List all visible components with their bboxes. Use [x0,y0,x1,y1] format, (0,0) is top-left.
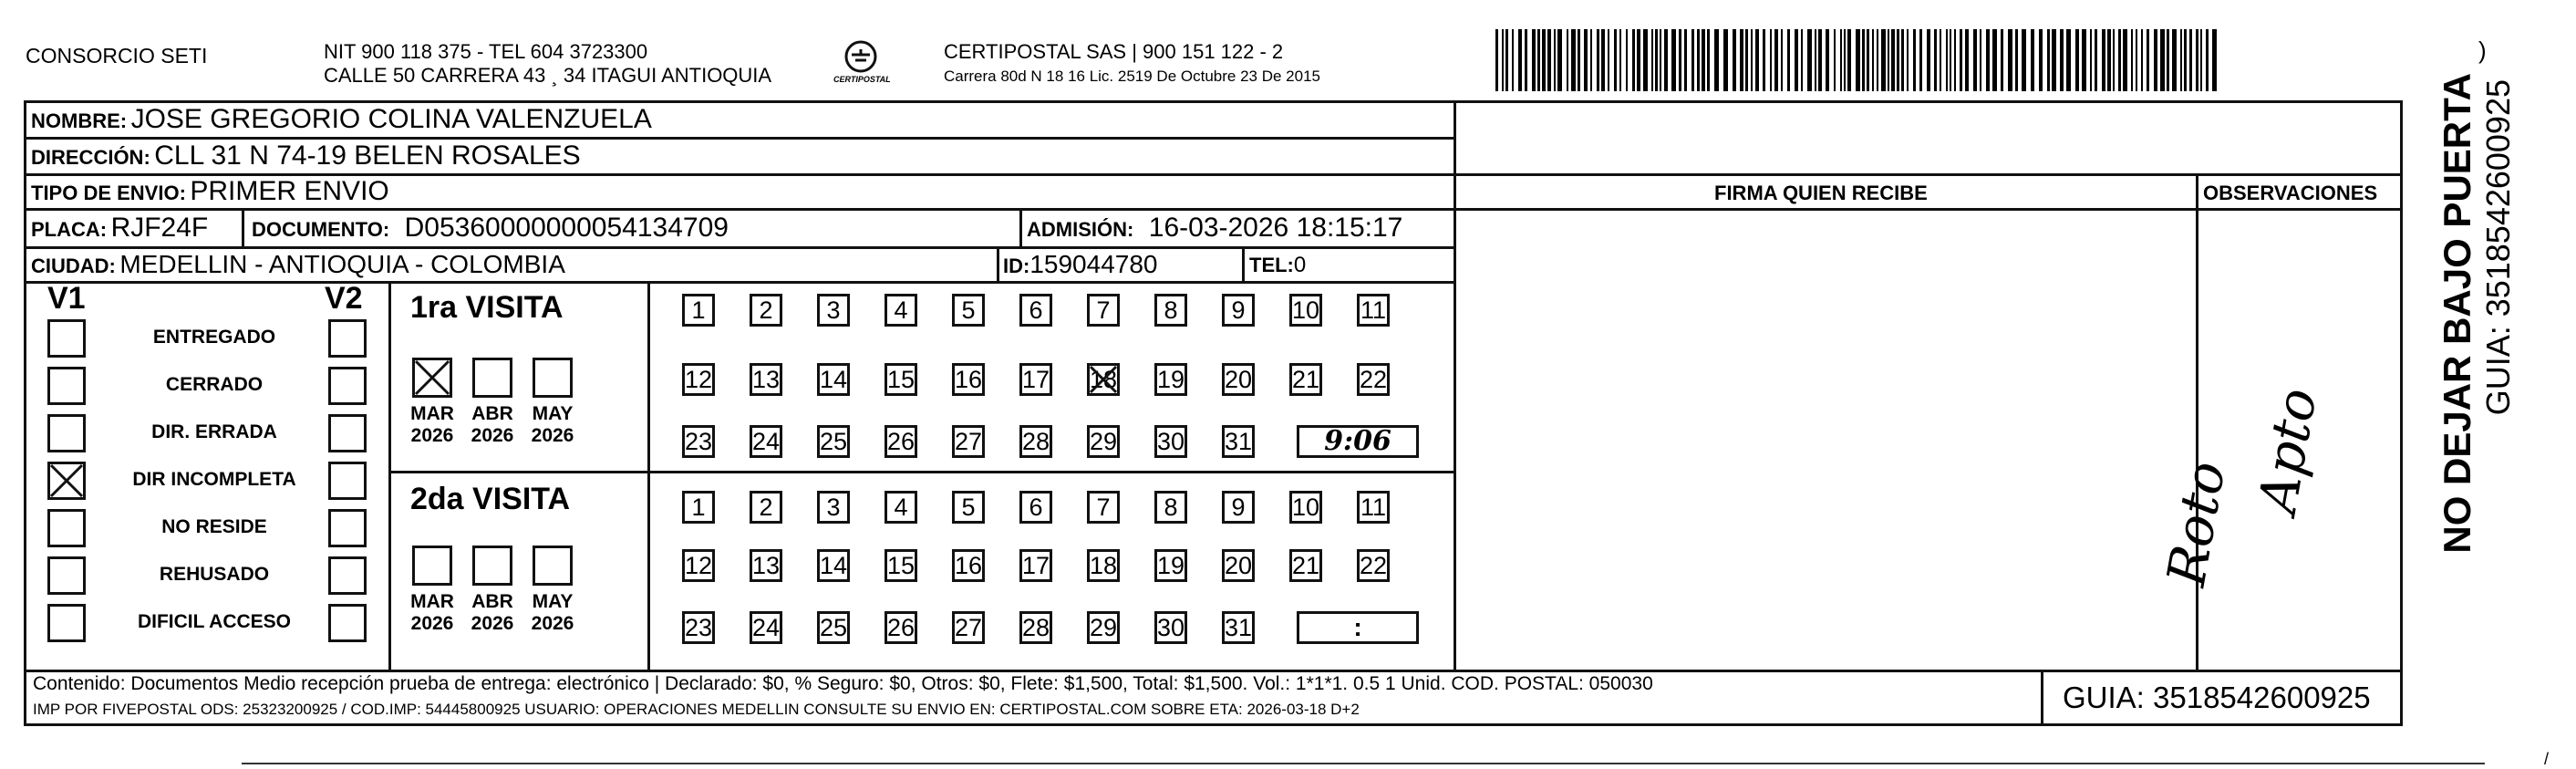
first-visit-day-18[interactable]: 18 [1087,363,1120,396]
certipostal-logo [832,36,890,91]
second-visit-day-31[interactable]: 31 [1222,611,1255,644]
no-dejar-notice: NO DEJAR BAJO PUERTA [2436,73,2478,554]
second-visit-day-14[interactable]: 14 [817,549,850,582]
checked-mark [47,462,86,504]
first-visit-day-17[interactable]: 17 [1019,363,1052,396]
col-line-admission [1019,208,1022,246]
first-visit-month-checkbox[interactable] [472,358,512,398]
footer-guide: GUIA: 3518542600925 [2063,681,2371,714]
first-visit-day-3[interactable]: 3 [817,294,850,327]
nit-line: NIT 900 118 375 - TEL 604 3723300 [324,40,648,63]
side-text [2407,73,2517,653]
row-line-3 [24,208,2403,211]
admission-value: 16-03-2026 18:15:17 [1148,213,1403,243]
first-visit-day-27[interactable]: 27 [952,425,985,458]
second-visit-day-8[interactable]: 8 [1154,491,1187,524]
first-visit-title: 1ra VISITA [410,290,564,325]
handwriting-line1: Roto [2155,456,2238,591]
tel-label: TEL: [1249,254,1294,276]
option-label: ENTREGADO [152,327,276,348]
second-visit-time-field[interactable]: : [1297,611,1419,644]
city-label: CIUDAD: [31,255,116,277]
id-row [1003,250,1157,279]
admission-row [1027,213,1402,244]
frame-right [2400,100,2403,724]
v1-checkbox[interactable] [47,556,86,595]
second-visit-day-3[interactable]: 3 [817,491,850,524]
tel-row [1249,253,1306,278]
option-label: DIR INCOMPLETA [132,469,296,490]
bottom-rule [242,763,2485,764]
row-line-5 [24,281,1454,284]
frame-left [24,100,26,724]
v1-checkbox[interactable] [47,604,86,642]
month-label: ABR 2026 [471,591,514,634]
month-label: MAR 2026 [410,403,454,446]
first-visit-day-21[interactable]: 21 [1289,363,1322,396]
document-row [252,213,729,244]
first-visit-day-20[interactable]: 20 [1222,363,1255,396]
address-label: DIRECCIÓN: [31,146,150,169]
first-visit-day-26[interactable]: 26 [885,425,917,458]
second-visit-day-20[interactable]: 20 [1222,549,1255,582]
corner-mark: ) [2478,36,2487,64]
first-visit-day-30[interactable]: 30 [1154,425,1187,458]
second-visit-day-11[interactable]: 11 [1357,491,1390,524]
plate-row [31,213,208,244]
second-visit-month-checkbox[interactable] [472,546,512,586]
first-visit-day-11[interactable]: 11 [1357,294,1390,327]
provider-line: CERTIPOSTAL SAS | 900 151 122 - 2 [944,40,1284,63]
v2-checkbox[interactable] [328,414,367,452]
name-value: JOSE GREGORIO COLINA VALENZUELA [130,104,652,134]
barcode [1495,29,2225,93]
document-value: D05360000000054134709 [404,213,729,243]
city-row [31,250,565,279]
col-line-days [647,281,650,670]
observations-header: OBSERVACIONES [2203,182,2378,204]
second-visit-day-9[interactable]: 9 [1222,491,1255,524]
address-value: CLL 31 N 74-19 BELEN ROSALES [154,140,581,171]
first-visit-day-7[interactable]: 7 [1087,294,1120,327]
col-line-tel [1242,246,1245,281]
second-visit-day-26[interactable]: 26 [885,611,917,644]
logo-text: CERTIPOSTAL [833,75,891,84]
v1-checkbox[interactable] [47,414,86,452]
first-visit-day-15[interactable]: 15 [885,363,917,396]
v2-checkbox[interactable] [328,556,367,595]
v1-checkbox[interactable] [47,509,86,547]
id-label: ID: [1003,255,1030,277]
second-visit-day-1[interactable]: 1 [682,491,715,524]
option-label: REHUSADO [159,564,270,585]
second-visit-day-17[interactable]: 17 [1019,549,1052,582]
v2-checkbox[interactable] [328,319,367,358]
col-line-id [997,246,999,281]
name-label: NOMBRE: [31,109,128,132]
first-visit-day-2[interactable]: 2 [750,294,782,327]
second-visit-day-27[interactable]: 27 [952,611,985,644]
first-visit-day-14[interactable]: 14 [817,363,850,396]
second-visit-day-18[interactable]: 18 [1087,549,1120,582]
month-label: MAY 2026 [531,403,574,446]
month-label: MAY 2026 [531,591,574,634]
address-line: CALLE 50 CARRERA 43 ¸ 34 ITAGUI ANTIOQUIA [324,64,772,87]
send-type-value: PRIMER ENVIO [190,176,389,206]
second-visit-day-2[interactable]: 2 [750,491,782,524]
first-visit-day-19[interactable]: 19 [1154,363,1187,396]
checked-mark [1087,363,1120,402]
first-visit-month-checkbox[interactable] [412,358,452,398]
option-label: DIFICIL ACCESO [137,611,291,632]
second-visit-day-23[interactable]: 23 [682,611,715,644]
tel-value: 0 [1293,253,1307,277]
first-visit-day-12[interactable]: 12 [682,363,715,396]
v2-label: V2 [325,281,363,316]
name-row [31,104,652,135]
send-type-row [31,176,389,207]
second-visit-day-13[interactable]: 13 [750,549,782,582]
first-visit-day-13[interactable]: 13 [750,363,782,396]
first-visit-day-31[interactable]: 31 [1222,425,1255,458]
second-visit-day-16[interactable]: 16 [952,549,985,582]
second-visit-day-7[interactable]: 7 [1087,491,1120,524]
v1-label: V1 [47,281,86,316]
plate-label: PLACA: [31,218,108,241]
option-label: NO RESIDE [161,516,267,537]
second-visit-day-6[interactable]: 6 [1019,491,1052,524]
option-label: DIR. ERRADA [151,421,277,442]
col-line-visit [388,281,391,670]
checked-mark [412,358,452,402]
second-visit-day-10[interactable]: 10 [1289,491,1322,524]
first-visit-day-1[interactable]: 1 [682,294,715,327]
footer-imp-line: IMP POR FIVEPOSTAL ODS: 25323200925 / COD.IMP: 54445800925 USUARIO: OPERACIONES MEDELLIN CONSULTE SU ENVIO EN: CERTIPOSTAL.COM SOBRE ETA: 2026-03-18 D+2 [33,701,1360,718]
city-value: MEDELLIN - ANTIOQUIA - COLOMBIA [119,250,565,278]
signature-header: FIRMA QUIEN RECIBE [1714,182,1928,204]
second-visit-day-12[interactable]: 12 [682,549,715,582]
second-visit-day-15[interactable]: 15 [885,549,917,582]
second-visit-day-21[interactable]: 21 [1289,549,1322,582]
frame-bottom [24,723,2403,726]
second-visit-day-22[interactable]: 22 [1357,549,1390,582]
second-visit-day-19[interactable]: 19 [1154,549,1187,582]
first-visit-day-5[interactable]: 5 [952,294,985,327]
second-visit-day-4[interactable]: 4 [885,491,917,524]
v2-checkbox[interactable] [328,462,367,500]
second-visit-title: 2da VISITA [410,482,571,516]
v2-checkbox[interactable] [328,367,367,405]
side-guide: GUIA: 3518542600925 [2479,79,2517,416]
footer-content-line: Contenido: Documentos Medio recepción prueba de entrega: electrónico | Declarado: $0, % Seguro: $0, Otros: $0, Flete: $1,500, Total: $1,500. Vol.: 1*1*1. 0.5 1 Unid. COD. POSTAL: 050030 [33,673,1653,694]
row-line-4 [24,246,1454,249]
visit-divider [388,471,1454,473]
address-row [31,140,581,171]
first-visit-time-field[interactable]: 9:06 [1297,425,1419,458]
v1-checkbox[interactable] [47,462,86,500]
month-label: ABR 2026 [471,403,514,446]
id-value: 159044780 [1029,250,1158,278]
first-visit-day-28[interactable]: 28 [1019,425,1052,458]
v1-checkbox[interactable] [47,367,86,405]
v2-checkbox[interactable] [328,604,367,642]
admission-label: ADMISIÓN: [1027,218,1134,241]
col-line-observations [2196,173,2198,670]
plate-value: RJF24F [110,213,209,243]
first-visit-day-29[interactable]: 29 [1087,425,1120,458]
option-label: CERRADO [165,374,264,395]
col-line-signature [1454,173,1456,670]
frame-top [24,100,2403,103]
second-visit-day-5[interactable]: 5 [952,491,985,524]
bottom-corner-mark: / [2544,750,2550,768]
first-visit-day-22[interactable]: 22 [1357,363,1390,396]
v1-checkbox[interactable] [47,319,86,358]
first-visit-day-9[interactable]: 9 [1222,294,1255,327]
row-line-1 [24,137,1454,140]
second-visit-month-checkbox[interactable] [533,546,573,586]
second-visit-day-28[interactable]: 28 [1019,611,1052,644]
second-visit-month-checkbox[interactable] [412,546,452,586]
first-visit-day-4[interactable]: 4 [885,294,917,327]
handwriting-line2: Apto [2246,383,2330,518]
license-line: Carrera 80d N 18 16 Lic. 2519 De Octubre 23 De 2015 [944,68,1320,85]
row-line-footer [24,670,2403,672]
col-line-footer-guide [2041,670,2043,724]
send-type-label: TIPO DE ENVIO: [31,182,186,204]
first-visit-day-16[interactable]: 16 [952,363,985,396]
first-visit-day-24[interactable]: 24 [750,425,782,458]
first-visit-day-6[interactable]: 6 [1019,294,1052,327]
second-visit-day-30[interactable]: 30 [1154,611,1187,644]
first-visit-month-checkbox[interactable] [533,358,573,398]
v2-checkbox[interactable] [328,509,367,547]
first-visit-day-23[interactable]: 23 [682,425,715,458]
document-label: DOCUMENTO: [252,218,390,241]
month-label: MAR 2026 [410,591,454,634]
first-visit-day-10[interactable]: 10 [1289,294,1322,327]
col-line-plate [242,208,244,246]
first-visit-day-8[interactable]: 8 [1154,294,1187,327]
first-visit-day-25[interactable]: 25 [817,425,850,458]
second-visit-day-29[interactable]: 29 [1087,611,1120,644]
company-name: CONSORCIO SETI [26,44,208,68]
second-visit-day-25[interactable]: 25 [817,611,850,644]
second-visit-day-24[interactable]: 24 [750,611,782,644]
col-line-top-right [1454,100,1456,173]
